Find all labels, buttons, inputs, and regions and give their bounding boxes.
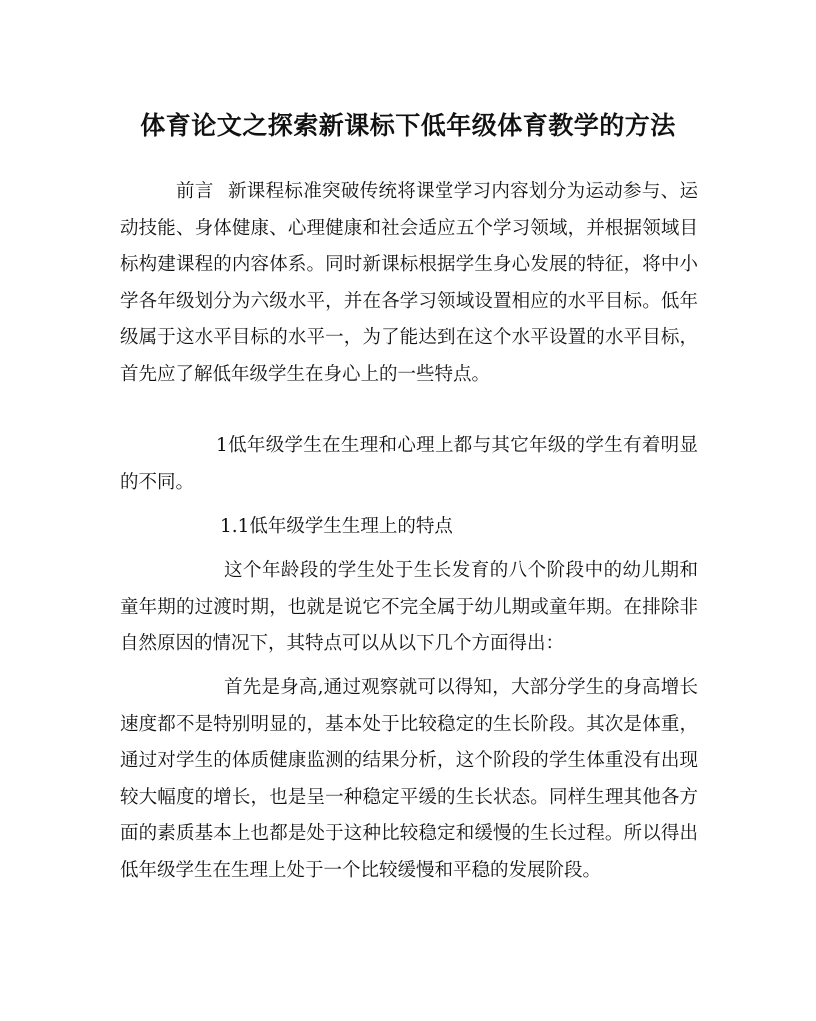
body-paragraph-2: 首先是身高,通过观察就可以得知，大部分学生的身高增长速度都不是特别明显的，基本处于比较稳定的生长阶段。其次是体重，通过对学生的体质健康监测的结果分析，这个阶段的学生体重没有出现较大幅度的增长，也是呈一种稳定平缓的生长状态。同样生理其他各方面的素质基本上也都是处于这种比较稳定和缓慢的生长过程。所以得出低年级学生在生理上处于一个比较缓慢和平稳的发展阶段。 — [120, 677, 698, 881]
preface-text: 新课程标准突破传统将课堂学习内容划分为运动参与、运动技能、身体健康、心理健康和社会适应五个学习领域，并根据领域目标构建课程的内容体系。同时新课标根据学生身心发展的特征，将中小学各年级划分为六级水平，并在各学习领域设置相应的水平目标。低年级属于这水平目标的水平一，为了能达到在这个水平设置的水平目标，首先应了解低年级学生在身心上的一些特点。 — [120, 181, 698, 385]
document-title: 体育论文之探索新课标下低年级体育教学的方法 — [140, 111, 676, 140]
preface-paragraph — [120, 174, 698, 393]
subsection-1-1-heading: 1.1低年级学生生理上的特点 — [220, 516, 453, 537]
body-paragraph-1: 这个年龄段的学生处于生长发育的八个阶段中的幼儿期和童年期的过渡时期，也就是说它不完全属于幼儿期或童年期。在排除非自然原因的情况下，其特点可以从以下几个方面得出： — [120, 560, 698, 654]
section-1-heading: 1低年级学生在生理和心理上都与其它年级的学生有着明显的不同。 — [120, 435, 698, 493]
preface-label: 前言 — [176, 181, 214, 202]
